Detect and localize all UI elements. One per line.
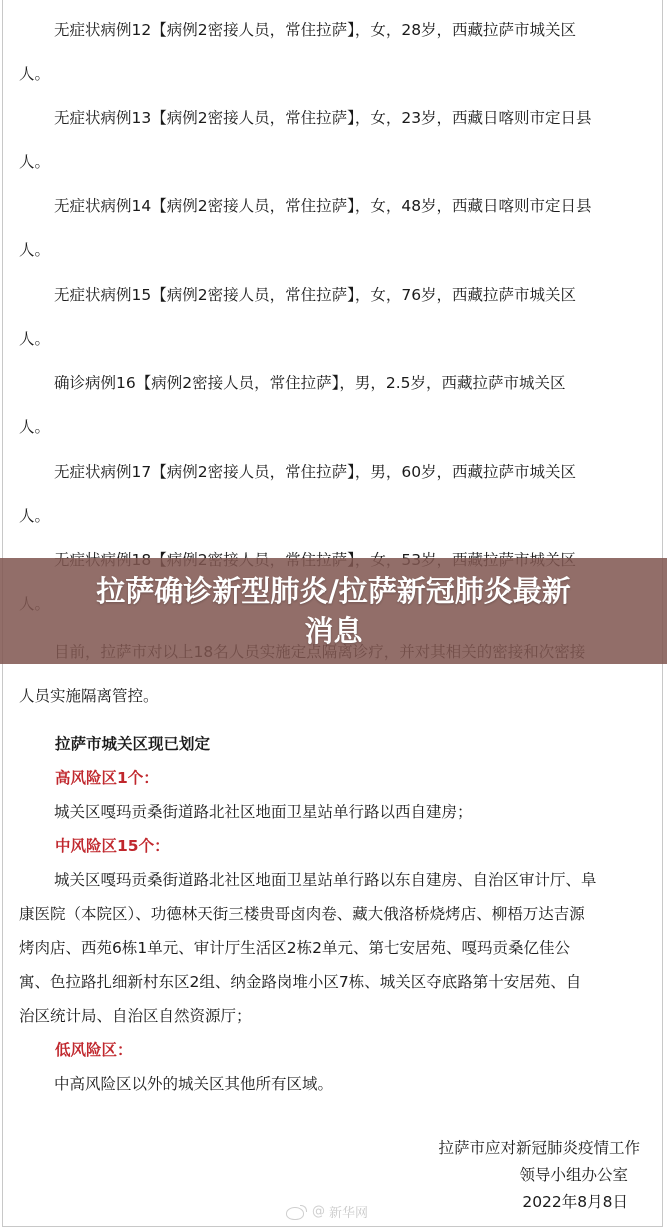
medium-risk-area-line: 烤肉店、西苑6栋1单元、审计厅生活区2栋2单元、第七安居苑、嘎玛贡桑亿佳公 bbox=[19, 939, 570, 957]
high-risk-label: 高风险区1个： bbox=[55, 769, 159, 787]
case-line-end: 人。 bbox=[19, 153, 51, 171]
watermark bbox=[286, 1202, 368, 1221]
medium-risk-area-line: 治区统计局、自治区自然资源厅； bbox=[19, 1007, 252, 1025]
case-entry-16 bbox=[19, 361, 655, 449]
case-line: 无症状病例12【病例2密接人员，常住拉萨】，女，28岁，西藏拉萨市城关区 bbox=[54, 21, 577, 39]
medium-risk-area-line: 寓、色拉路扎细新村东区2组、纳金路岗堆小区7栋、城关区夺底路第十安居苑、自 bbox=[19, 973, 582, 991]
case-line: 确诊病例16【病例2密接人员，常住拉萨】，男，2.5岁，西藏拉萨市城关区 bbox=[54, 374, 566, 392]
medium-risk-area-line: 城关区嘎玛贡桑街道路北社区地面卫星站单行路以东自建房、自治区审计厅、阜 bbox=[54, 871, 597, 889]
case-line-end: 人。 bbox=[19, 241, 51, 259]
paragraph-line-end: 人员实施隔离管控。 bbox=[19, 687, 159, 705]
watermark-text: 新华网 bbox=[329, 1206, 369, 1221]
case-entry-12 bbox=[19, 8, 655, 96]
case-entry-13 bbox=[19, 96, 655, 184]
headline-line-2: 消息 bbox=[304, 614, 363, 648]
case-entry-17 bbox=[19, 450, 655, 538]
watermark-at: @ bbox=[312, 1204, 325, 1219]
headline-banner bbox=[0, 558, 667, 664]
case-entry-15 bbox=[19, 273, 655, 361]
medium-risk-area-line: 康医院（本院区）、功德林天街三楼贵哥卤肉卷、藏大俄洛桥烧烤店、柳梧万达吉源 bbox=[19, 905, 585, 923]
headline-line-1: 拉萨确诊新型肺炎/拉萨新冠肺炎最新 bbox=[96, 574, 571, 608]
issuer-line-2: 领导小组办公室 bbox=[519, 1166, 628, 1184]
medium-risk-label: 中风险区15个： bbox=[55, 837, 170, 855]
case-line: 无症状病例13【病例2密接人员，常住拉萨】，女，23岁，西藏日喀则市定日县 bbox=[54, 109, 592, 127]
case-line-end: 人。 bbox=[19, 507, 51, 525]
low-risk-area-line: 中高风险区以外的城关区其他所有区域。 bbox=[54, 1075, 334, 1093]
case-line: 无症状病例17【病例2密接人员，常住拉萨】，男，60岁，西藏拉萨市城关区 bbox=[54, 463, 577, 481]
case-line: 无症状病例14【病例2密接人员，常住拉萨】，女，48岁，西藏日喀则市定日县 bbox=[54, 197, 592, 215]
issue-date: 2022年8月8日 bbox=[522, 1193, 628, 1211]
case-line-end: 人。 bbox=[19, 65, 51, 83]
zones-heading: 拉萨市城关区现已划定 bbox=[55, 735, 211, 753]
weibo-icon bbox=[286, 1205, 308, 1219]
case-line-end: 人。 bbox=[19, 330, 51, 348]
case-line-end: 人。 bbox=[19, 418, 51, 436]
high-risk-area-line: 城关区嘎玛贡桑街道路北社区地面卫星站单行路以西自建房； bbox=[54, 803, 473, 821]
low-risk-label: 低风险区： bbox=[55, 1041, 133, 1059]
issuer-line-1: 拉萨市应对新冠肺炎疫情工作 bbox=[438, 1139, 640, 1157]
case-entry-14 bbox=[19, 184, 655, 272]
case-line: 无症状病例15【病例2密接人员，常住拉萨】，女，76岁，西藏拉萨市城关区 bbox=[54, 286, 577, 304]
